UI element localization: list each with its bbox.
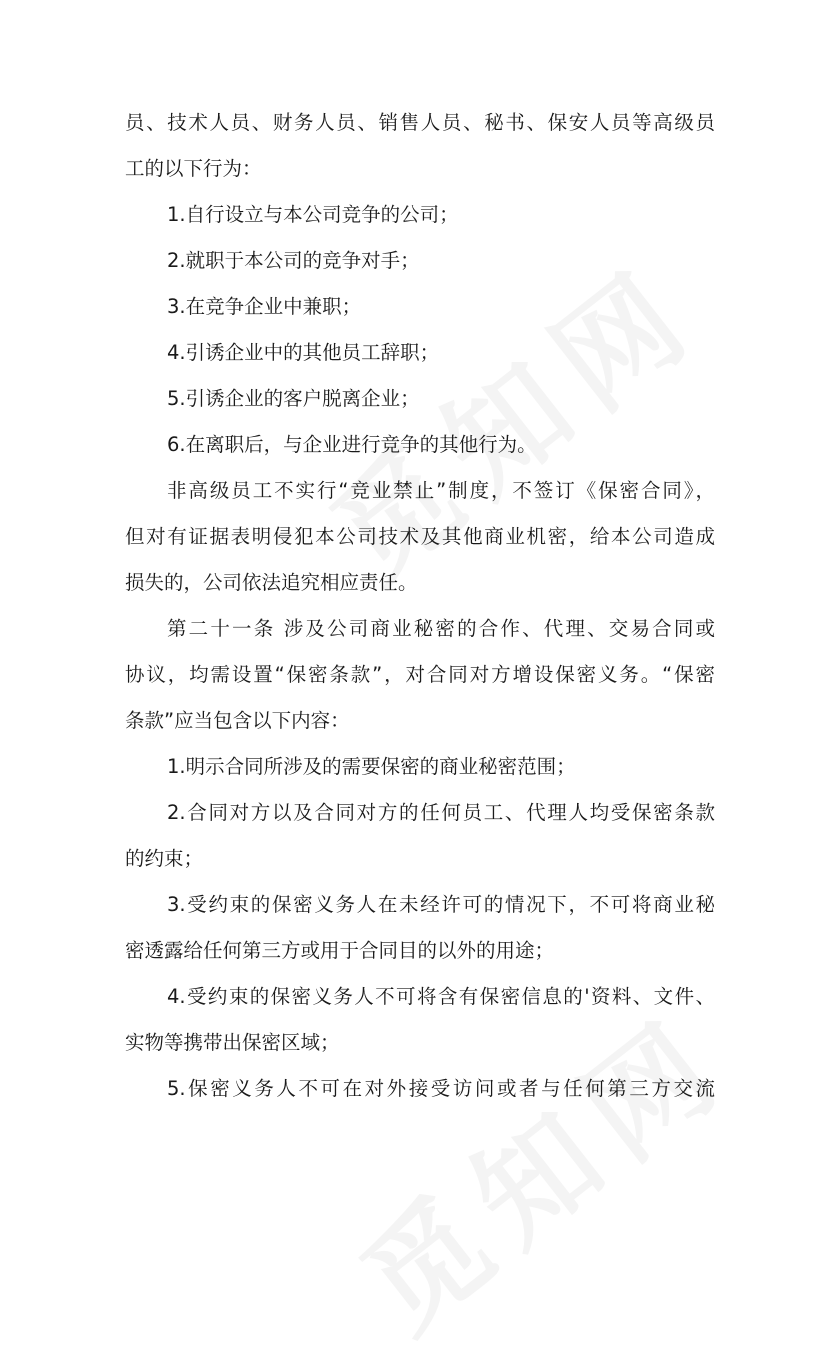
- document-body: [125, 100, 715, 1112]
- text-line: 非高级员工不实行“竞业禁止”制度，不签订《保密合同》，: [167, 479, 715, 502]
- article-heading-line: 第二十一条 涉及公司商业秘密的合作、代理、交易合同或: [167, 617, 715, 640]
- list-item: 3.在竞争企业中兼职；: [167, 295, 362, 318]
- text-line: 协议，均需设置“保密条款”，对合同对方增设保密义务。“保密: [125, 663, 715, 686]
- text-line: 但对有证据表明侵犯本公司技术及其他商业机密，给本公司造成: [125, 525, 715, 548]
- list-item: 2.合同对方以及合同对方的任何员工、代理人均受保密条款: [167, 801, 715, 824]
- list-item: 5.保密义务人不可在对外接受访问或者与任何第三方交流: [167, 1077, 715, 1100]
- list-item: 5.引诱企业的客户脱离企业；: [167, 387, 420, 410]
- list-item: 2.就职于本公司的竞争对手；: [167, 249, 420, 272]
- text-line: 员、技术人员、财务人员、销售人员、秘书、保安人员等高级员: [125, 111, 715, 134]
- text-line: 的约束；: [125, 847, 204, 870]
- list-item: 1.明示合同所涉及的需要保密的商业秘密范围；: [167, 755, 576, 778]
- text-line: 条款”应当包含以下内容：: [125, 709, 350, 732]
- list-item: 3.受约束的保密义务人在未经许可的情况下，不可将商业秘: [167, 893, 715, 916]
- list-item: 4.引诱企业中的其他员工辞职；: [167, 341, 440, 364]
- list-item: 4.受约束的保密义务人不可将含有保密信息的'资料、文件、: [167, 985, 715, 1008]
- text-line: 损失的，公司依法追究相应责任。: [125, 571, 418, 594]
- list-item: 1.自行设立与本公司竞争的公司；: [167, 203, 459, 226]
- text-line: 工的以下行为：: [125, 157, 262, 180]
- text-line: 实物等携带出保密区域；: [125, 1031, 340, 1054]
- text-line: 密透露给任何第三方或用于合同目的以外的用途；: [125, 939, 555, 962]
- list-item: 6.在离职后，与企业进行竞争的其他行为。: [167, 433, 537, 456]
